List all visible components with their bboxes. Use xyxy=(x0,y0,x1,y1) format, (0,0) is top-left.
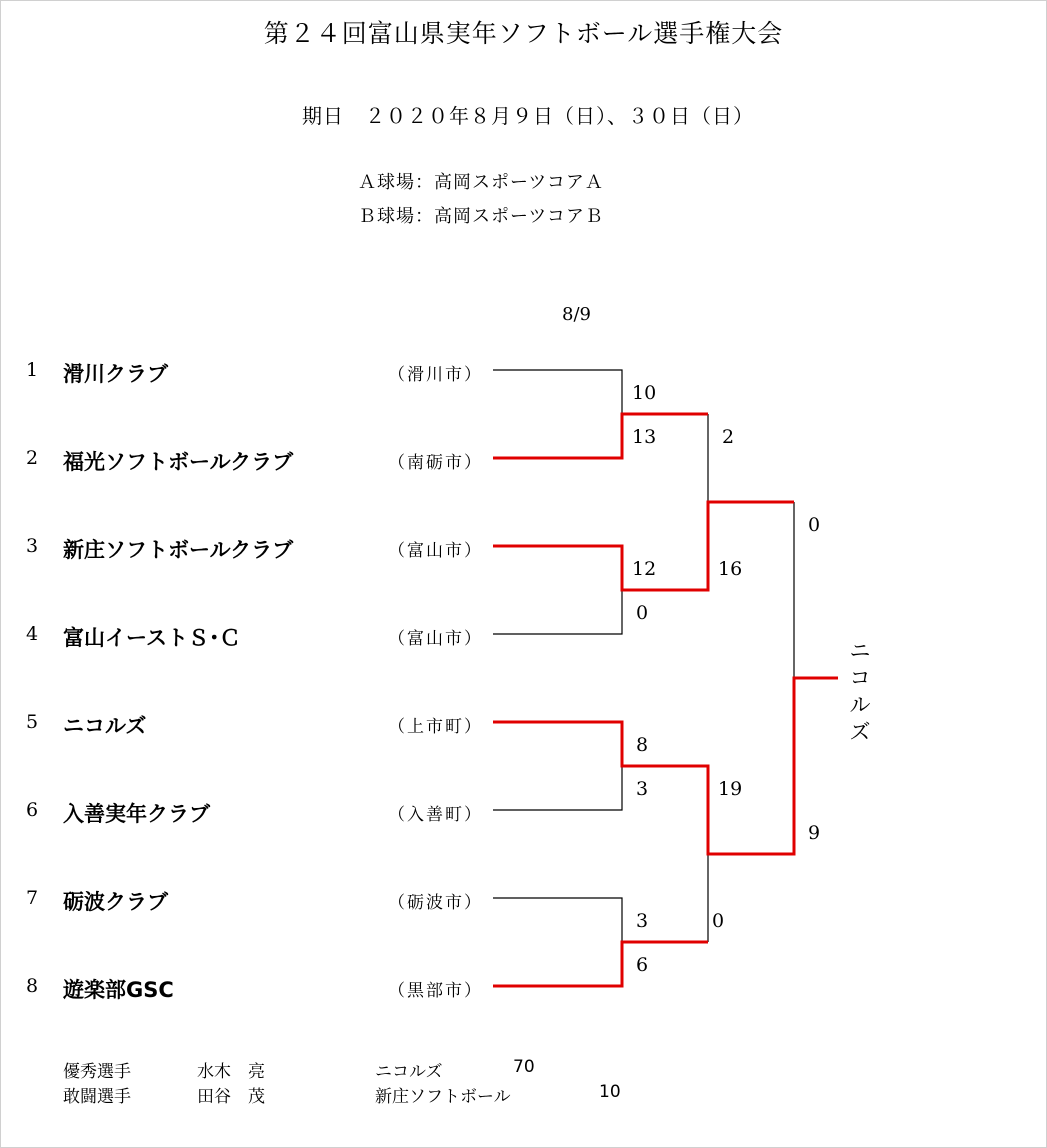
score: 12 xyxy=(632,558,657,580)
team-name: 遊楽部GSC xyxy=(63,978,174,1002)
score: 13 xyxy=(632,426,657,448)
award-title: 優秀選手 xyxy=(63,1062,131,1082)
team-name: 入善実年クラブ xyxy=(63,802,210,826)
award-number: 70 xyxy=(513,1057,535,1077)
team-name: 砺波クラブ xyxy=(63,890,168,914)
team-city: （入善町） xyxy=(388,805,483,825)
team-city: （上市町） xyxy=(388,717,483,737)
champion-name: ニコルズ xyxy=(849,639,871,744)
score: 3 xyxy=(636,778,649,800)
team-city: （南砺市） xyxy=(388,453,483,473)
bracket-line xyxy=(493,590,622,634)
venue-b: Ｂ球場：高岡スポーツコアＢ xyxy=(358,206,604,227)
team-city: （富山市） xyxy=(388,629,483,649)
team-seed: 4 xyxy=(26,623,39,645)
team-seed: 2 xyxy=(26,447,39,469)
award-number: 10 xyxy=(599,1082,621,1102)
team-seed: 6 xyxy=(26,799,39,821)
score: 10 xyxy=(632,382,657,404)
winner-path xyxy=(493,414,708,458)
venue-a: Ａ球場：高岡スポーツコアＡ xyxy=(358,172,604,193)
award-team: ニコルズ xyxy=(375,1062,443,1082)
team-city: （黒部市） xyxy=(388,981,483,1001)
team-city: （滑川市） xyxy=(388,365,483,385)
award-title: 敢闘選手 xyxy=(63,1087,131,1107)
team-city: （富山市） xyxy=(388,541,483,561)
score: 0 xyxy=(636,602,649,624)
score: 2 xyxy=(722,426,735,448)
score: 9 xyxy=(808,822,821,844)
score: 8 xyxy=(636,734,649,756)
bracket-line xyxy=(493,898,622,942)
bracket-line xyxy=(493,370,622,414)
team-seed: 5 xyxy=(26,711,39,733)
score: 19 xyxy=(718,778,743,800)
winner-path xyxy=(493,942,708,986)
team-name: 新庄ソフトボールクラブ xyxy=(63,538,294,562)
award-player: 水木 亮 xyxy=(197,1062,265,1082)
bracket-line xyxy=(493,766,622,810)
tournament-title: 第２４回富山県実年ソフトボール選手権大会 xyxy=(263,19,784,48)
event-date: 期日 ２０２０年８月９日（日）、３０日（日） xyxy=(302,104,754,128)
score: 0 xyxy=(808,514,821,536)
award-team: 新庄ソフトボール xyxy=(375,1087,511,1107)
award-player: 田谷 茂 xyxy=(197,1087,265,1107)
winner-path xyxy=(493,678,838,854)
score: 3 xyxy=(636,910,649,932)
team-name: 滑川クラブ xyxy=(63,362,168,386)
team-city: （砺波市） xyxy=(388,893,483,913)
team-seed: 1 xyxy=(26,359,39,381)
team-seed: 8 xyxy=(26,975,39,997)
team-name: 福光ソフトボールクラブ xyxy=(63,450,294,474)
round-date: 8/9 xyxy=(562,304,591,325)
team-name: ニコルズ xyxy=(63,714,147,738)
team-name: 富山イーストＳ･Ｃ xyxy=(63,626,241,650)
team-seed: 7 xyxy=(26,887,39,909)
score: 6 xyxy=(636,954,649,976)
team-seed: 3 xyxy=(26,535,39,557)
score: 0 xyxy=(712,910,725,932)
score: 16 xyxy=(718,558,743,580)
